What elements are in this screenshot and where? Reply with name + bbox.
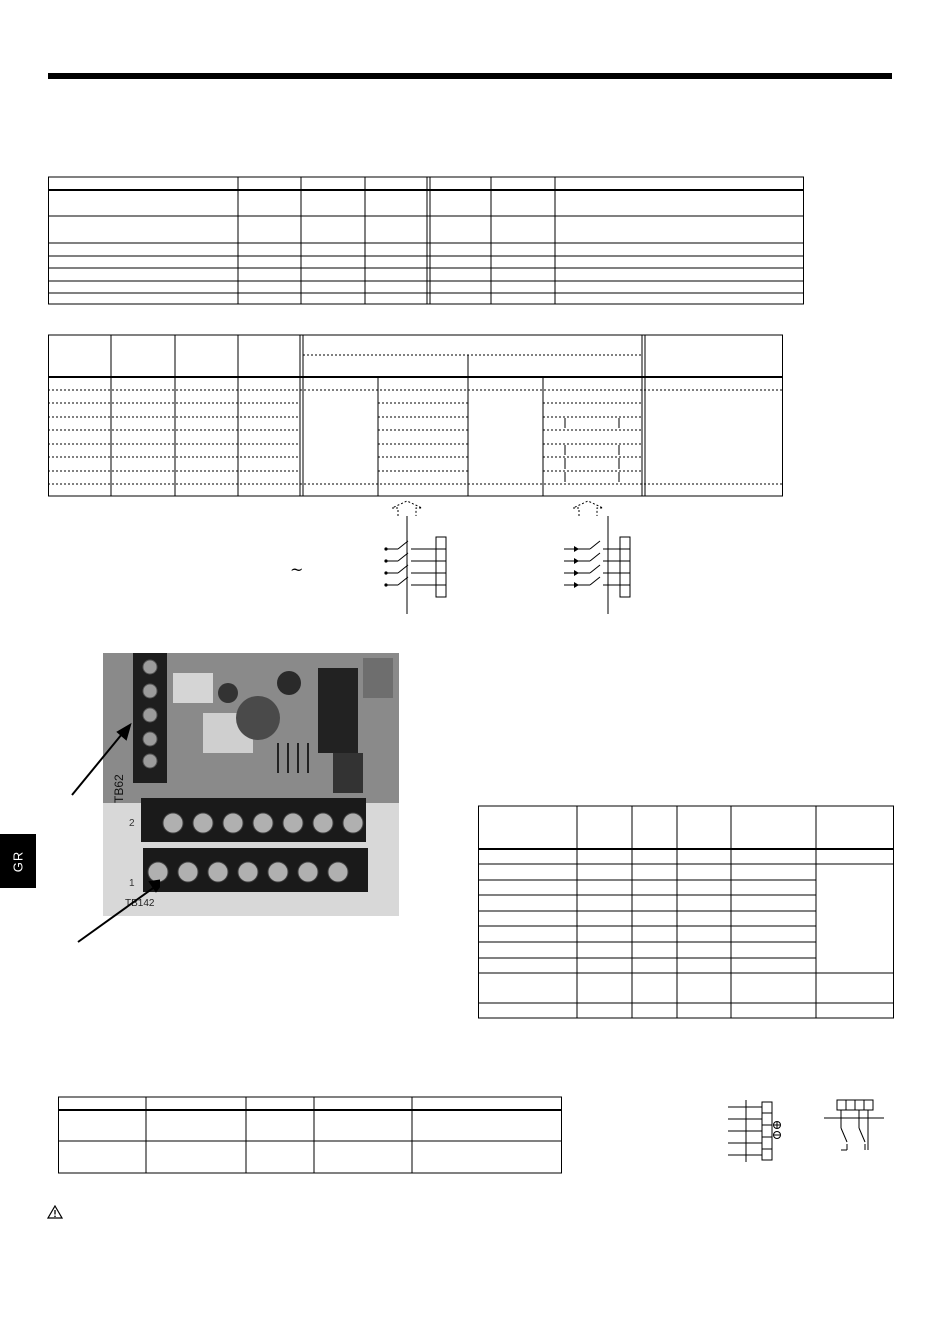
- warning-triangle-icon: [47, 1205, 63, 1219]
- spec-table-4: [58, 1096, 564, 1176]
- plus-circle-icon: [774, 1122, 781, 1129]
- pointer-arrows: [60, 720, 160, 950]
- channel-label-2: 2: [129, 818, 135, 829]
- channel-label-1: 1: [129, 878, 135, 889]
- spec-table-1: [48, 176, 806, 306]
- minus-circle-icon: [774, 1132, 781, 1139]
- language-tab[interactable]: [0, 834, 36, 888]
- spec-table-3: [478, 805, 896, 1021]
- language-tab-label: GR: [10, 850, 26, 872]
- range-tilde: ~: [290, 560, 304, 579]
- terminal-diagram-polarity: [726, 1098, 786, 1164]
- spec-table-2: [48, 334, 786, 498]
- switch-diagram-2: [560, 500, 634, 616]
- tb-lower-label: TB142: [125, 898, 155, 909]
- switch-diagram-1: [378, 500, 450, 616]
- relay-contact-diagram: [822, 1098, 886, 1156]
- top-rule: [48, 73, 892, 79]
- tb-upper-label: TB62: [112, 774, 126, 803]
